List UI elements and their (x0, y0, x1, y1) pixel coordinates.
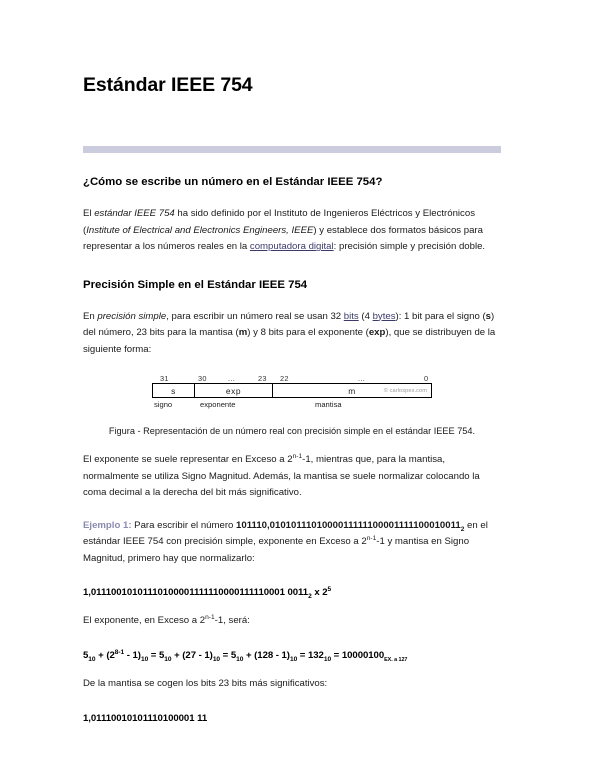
bit-index-0: 0 (424, 374, 429, 384)
paragraph-exponente-intro (83, 600, 501, 630)
text-fragment: ): 1 bit para el signo ( (395, 310, 486, 322)
formula-sub: 10 (236, 655, 244, 663)
text-fragment: : precisión simple y precisión doble. (333, 241, 486, 253)
figure-label-exponente: exponente (200, 400, 236, 410)
text-fragment: en el estándar IEEE 754 con precisión simple, exponente en Exceso a 2 (83, 519, 488, 548)
formula-part: 5 (83, 649, 89, 661)
watermark-credit: © carlospes.com (383, 387, 427, 394)
bit-index-30: 30 (198, 374, 207, 384)
mantissa-result: 1,01110010101110100001 11 (83, 712, 208, 724)
superscript-n-minus-1: n-1 (292, 452, 303, 460)
bit-index-23: 23 (258, 374, 267, 384)
text-fragment: ) del número, 23 bits para la mantisa ( (83, 310, 495, 339)
formula-sub: 10 (140, 655, 149, 663)
formula-sub: 10 (88, 655, 96, 663)
formula-part: + (27 - 1) (171, 649, 213, 661)
text-bold-exp: exp (368, 327, 386, 339)
figure-bit-indices (152, 372, 432, 383)
normalized-times: x 2 (311, 587, 328, 599)
paragraph-intro (83, 190, 501, 256)
text-fragment: El exponente se suele representar en Exceso a 2 (83, 454, 293, 466)
formula-sub: 10 (289, 655, 298, 663)
accent-divider-band (83, 146, 501, 153)
text-italic-institute: Institute of Electrical and Electronics Engineers, IEEE (86, 224, 314, 236)
figure-label-signo: signo (154, 400, 173, 410)
figure-field-boxes (152, 383, 432, 398)
bit-index-22: 22 (280, 374, 289, 384)
text-fragment: ), que se distribuyen de la siguiente forma: (83, 327, 496, 355)
figure-caption: Figura - Representación de un número real con precisión simple en el estándar IEEE 754. (108, 426, 476, 437)
formula-sub: 10 (212, 655, 221, 663)
figure-field-labels (152, 400, 432, 412)
page-title: Estándar IEEE 754 (83, 74, 253, 96)
superscript-n-minus-1: n-1 (366, 534, 377, 542)
text-fragment: ) y establece dos formatos básicos para representar a los números reales en la (83, 224, 483, 253)
formula-part: = 132 (297, 649, 324, 661)
text-fragment: -1, mientras que, para la mantisa, normalmente se utiliza Signo Magnitud. Además, la mantisa se suele normalizar colocando la coma decimal a la derecha del bit más significativo. (83, 454, 480, 499)
text-fragment: El exponente, en Exceso a 2 (83, 615, 206, 627)
text-fragment: , para escribir un número real se usan 32 (166, 310, 344, 322)
text-italic-estandar: estándar IEEE 754 (94, 208, 175, 220)
example-binary-number: 101110,0101011101000011111100001111100010011 (236, 519, 461, 531)
figure-inner (152, 372, 432, 412)
normalized-mantissa-base: 2 (308, 592, 312, 600)
text-fragment: -1, será: (214, 615, 250, 627)
text-fragment: (4 (358, 310, 373, 322)
superscript-n-minus-1: n-1 (205, 614, 215, 622)
formula-part: = 5 (220, 649, 237, 661)
paragraph-ejemplo-1 (83, 502, 501, 568)
figure-field-mantissa (273, 384, 431, 397)
normalized-mantissa: 1,01110010101110100001111110000111110001 0011 (83, 587, 309, 599)
normalized-number (83, 567, 501, 600)
formula-part: = 10000100 (331, 649, 385, 661)
exponent-formula (83, 630, 501, 663)
text-fragment: El (83, 208, 95, 220)
link-computadora-digital[interactable]: computadora digital (249, 241, 334, 253)
formula-sub-excess: EX. a 127 (384, 656, 408, 663)
formula-part: + (128 - 1) (243, 649, 290, 661)
figure-field-mantissa-letter: m (348, 385, 356, 396)
link-bits[interactable]: bits (343, 310, 359, 322)
formula-part: - 1) (124, 649, 141, 661)
bit-index-ellipsis-exp: ... (228, 374, 236, 384)
bit-layout-figure (83, 358, 501, 412)
formula-sub: 10 (323, 655, 332, 663)
formula-sup: 8-1 (114, 648, 125, 656)
paragraph-exponente-exceso (83, 436, 501, 502)
figure-field-exponent: exp (195, 384, 273, 397)
example-label: Ejemplo 1: (83, 519, 132, 531)
normalized-exponent: 5 (327, 585, 332, 593)
section-heading-como-se-escribe: ¿Cómo se escribe un número en el Estándar IEEE 754? (83, 176, 383, 189)
bit-index-31: 31 (160, 374, 169, 384)
section-heading-precision-simple: Precisión Simple en el Estándar IEEE 754 (83, 278, 308, 291)
text-fragment: -1 y mantisa en Signo Magnitud, primero hay que normalizarlo: (83, 536, 470, 564)
example-binary-number-base: 2 (460, 525, 465, 533)
paragraph-precision-simple (83, 293, 501, 359)
bit-index-ellipsis-mant: ... (358, 374, 366, 384)
link-bytes[interactable]: bytes (372, 310, 396, 322)
formula-part: = 5 (148, 649, 165, 661)
document-sheet (71, 36, 512, 739)
text-fragment: Para escribir el número (131, 519, 237, 531)
formula-part: + (2 (95, 649, 115, 661)
paragraph-mantisa-intro: De la mantisa se cogen los bits 23 bits más significativos: (83, 678, 328, 690)
text-bold-m: m (238, 327, 248, 339)
text-fragment: En (83, 310, 98, 322)
text-fragment: ha sido definido por el Instituto de Ingenieros Eléctricos y Electrónicos ( (83, 208, 475, 236)
formula-sub: 10 (164, 655, 172, 663)
text-bold-s: s (485, 310, 491, 322)
text-italic-precision-simple: precisión simple (97, 310, 167, 322)
text-fragment: ) y 8 bits para el exponente ( (247, 327, 369, 339)
document-content (71, 36, 512, 726)
figure-field-sign: s (153, 384, 195, 397)
figure-label-mantisa: mantisa (315, 400, 342, 410)
